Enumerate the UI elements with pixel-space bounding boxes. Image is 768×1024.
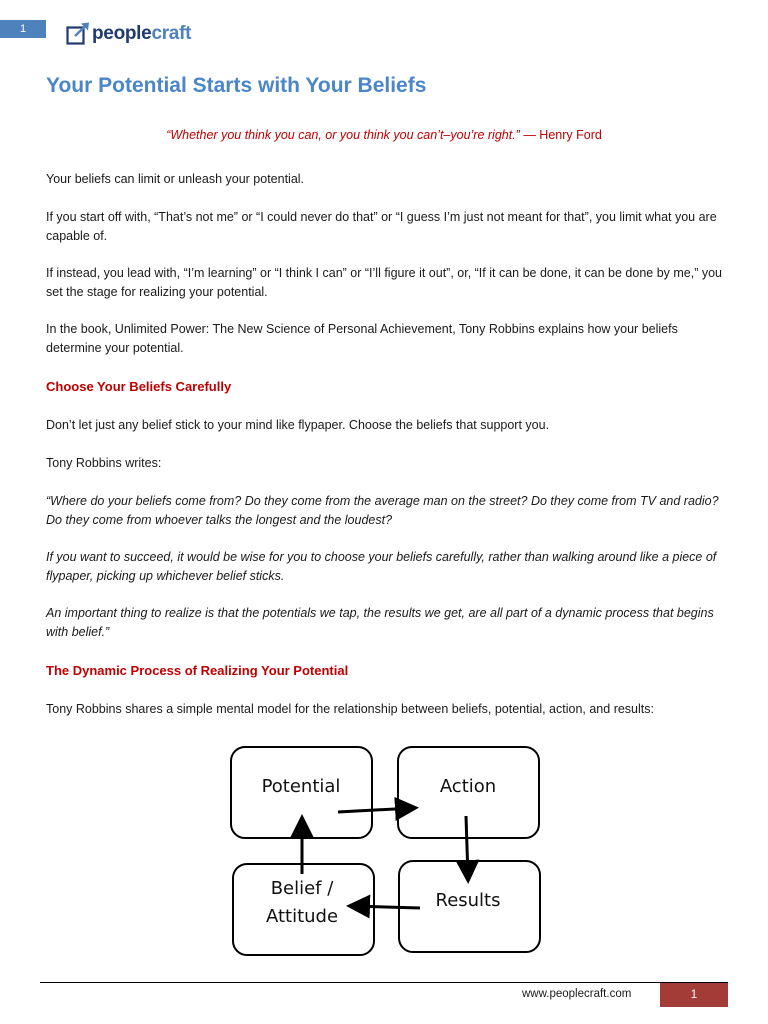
intro-paragraph-4: In the book, Unlimited Power: The New Science of Personal Achievement, Tony Robbins explains how your beliefs determine your potential. bbox=[46, 322, 678, 355]
peoplecraft-logo bbox=[66, 14, 191, 46]
section-heading-beliefs: Choose Your Beliefs Carefully bbox=[46, 379, 232, 394]
potential-label: Potential bbox=[261, 776, 341, 797]
results-label: Results bbox=[435, 890, 501, 911]
robbins-quote-paragraph-1: “Where do your beliefs come from? Do they come from the average man on the street? Do they come from TV and radio? Do they come from whoever talks the longest and the loudest? bbox=[46, 494, 719, 527]
footer-page-number: 1 bbox=[660, 983, 728, 1007]
intro-paragraph-2: If you start off with, “That’s not me” or “I could never do that” or “I guess I’m just not meant for that”, you limit what you are capable of. bbox=[46, 210, 717, 243]
epigraph-quote: “Whether you think you can, or you think you can’t–you’re right.” bbox=[166, 128, 520, 142]
section2-paragraph: Tony Robbins shares a simple mental model for the relationship between beliefs, potential, action, and results: bbox=[46, 702, 654, 716]
epigraph-attribution: — Henry Ford bbox=[519, 128, 602, 142]
header-page-number: 1 bbox=[0, 20, 46, 38]
logo-box-arrow-icon bbox=[66, 22, 90, 46]
arrow-results-to-belief bbox=[352, 906, 420, 908]
section-heading-dynamic-process: The Dynamic Process of Realizing Your Potential bbox=[46, 663, 349, 678]
epigraph bbox=[0, 128, 768, 142]
footer-divider bbox=[40, 982, 728, 983]
section1-paragraph-2: Tony Robbins writes: bbox=[46, 456, 162, 470]
logo-text: peoplecraft bbox=[92, 23, 192, 44]
action-label: Action bbox=[439, 776, 497, 797]
arrow-action-to-results bbox=[466, 816, 468, 878]
section1-paragraph-1: Don’t let just any belief stick to your mind like flypaper. Choose the beliefs that support you. bbox=[46, 418, 550, 432]
belief-label-line1: Belief / bbox=[270, 878, 334, 899]
footer-url[interactable]: www.peoplecraft.com bbox=[522, 988, 632, 1000]
robbins-quote-paragraph-2: If you want to succeed, it would be wise for you to choose your beliefs carefully, rather than walking around like a piece of flypaper, picking up whichever belief sticks. bbox=[46, 550, 717, 583]
robbins-quote-paragraph-3: An important thing to realize is that the potentials we tap, the results we get, are all part of a dynamic process that begins with belief.” bbox=[46, 606, 714, 639]
intro-paragraph-3: If instead, you lead with, “I’m learning” or “I think I can” or “I’ll figure it out”, or, “If it can be done, it can be done by me,” you set the stage for realizing your potential. bbox=[46, 266, 723, 299]
intro-paragraph-1: Your beliefs can limit or unleash your potential. bbox=[46, 172, 305, 186]
belief-cycle-diagram bbox=[220, 740, 550, 960]
belief-label-line2: Attitude bbox=[265, 906, 339, 927]
page-title: Your Potential Starts with Your Beliefs bbox=[46, 74, 427, 97]
